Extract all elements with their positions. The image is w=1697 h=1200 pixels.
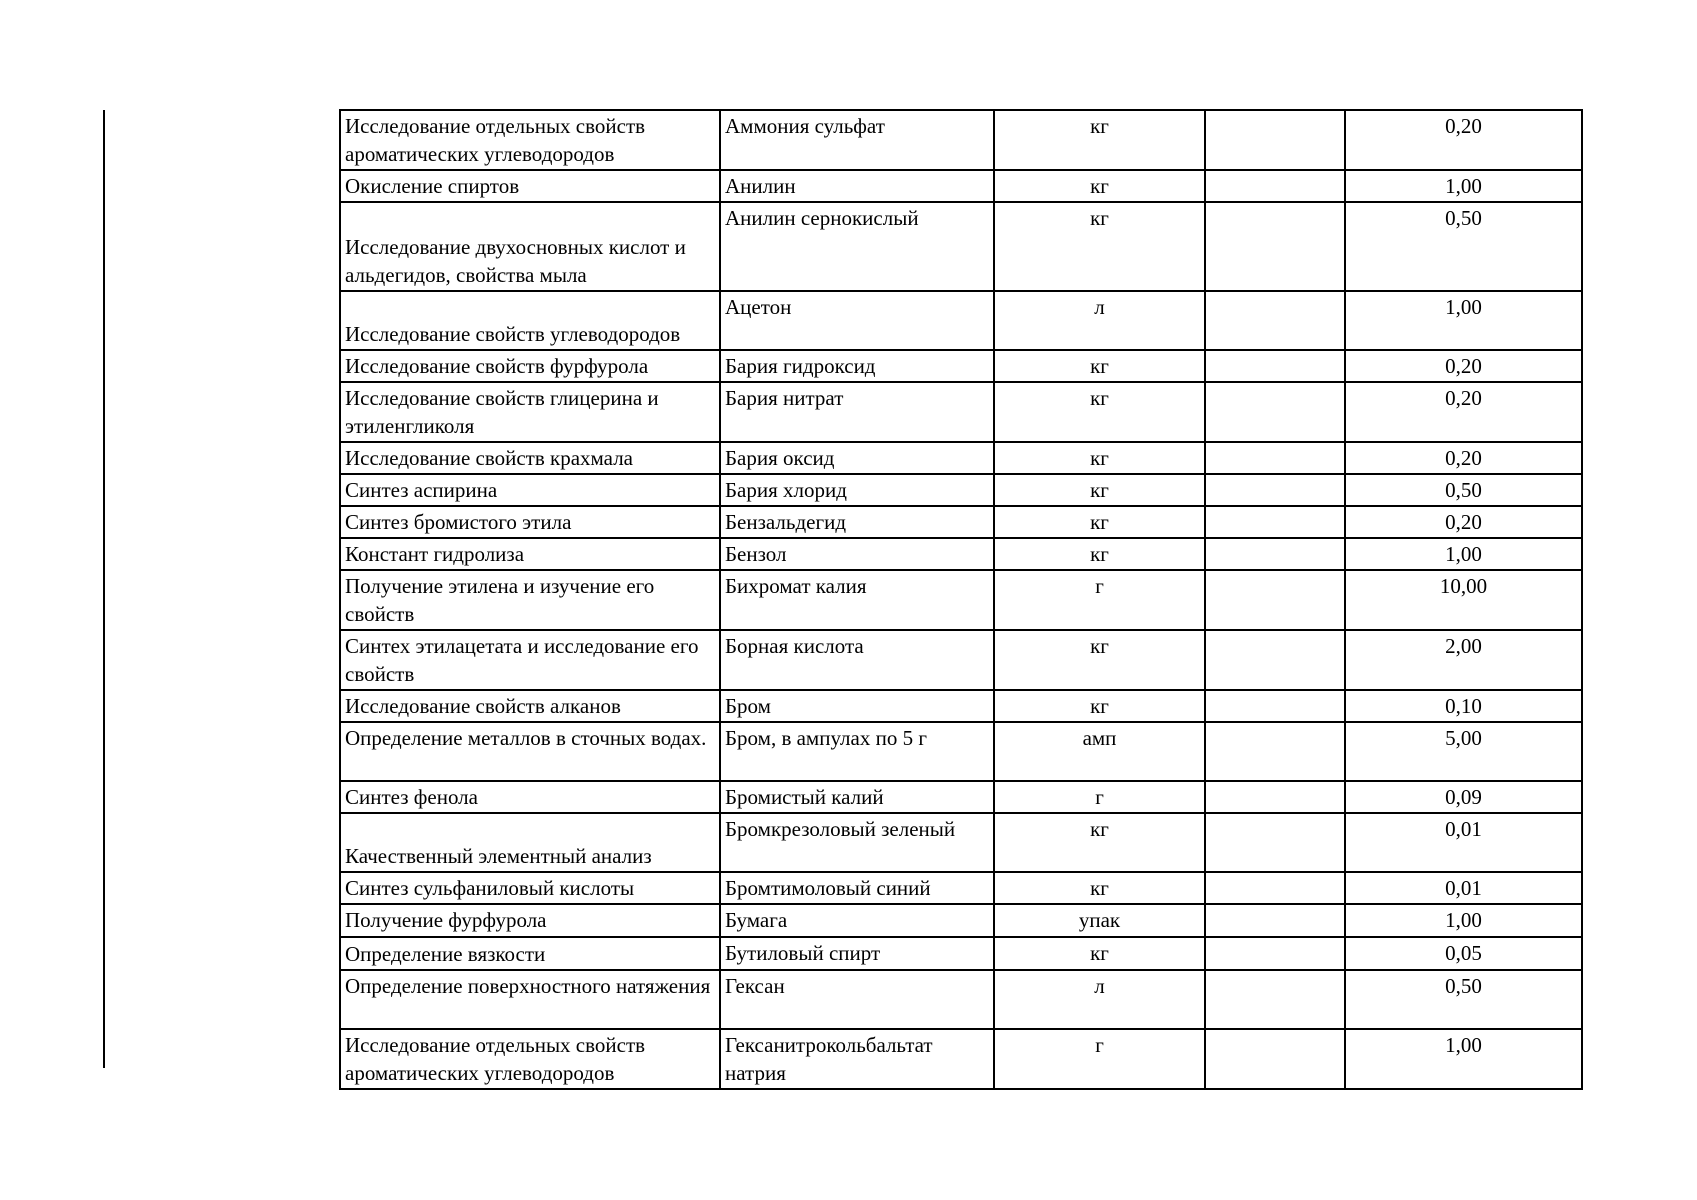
table-row xyxy=(340,690,1582,722)
empty-cell xyxy=(1205,170,1345,202)
quantity-cell: 2,00 xyxy=(1345,630,1582,690)
table-row xyxy=(340,781,1582,813)
table-row xyxy=(340,722,1582,781)
quantity-cell: 0,01 xyxy=(1345,813,1582,872)
unit-cell: л xyxy=(994,970,1205,1029)
unit-cell: кг xyxy=(994,872,1205,904)
empty-cell xyxy=(1205,970,1345,1029)
quantity-cell: 0,20 xyxy=(1345,506,1582,538)
material-cell: Бром xyxy=(720,690,994,722)
unit-cell: кг xyxy=(994,442,1205,474)
quantity-cell: 0,20 xyxy=(1345,442,1582,474)
work-cell: Синтез фенола xyxy=(340,781,720,813)
work-cell: Исследование свойств углеводородов xyxy=(340,291,720,350)
work-cell: Получение этилена и изучение его свойств xyxy=(340,570,720,630)
material-cell: Анилин сернокислый xyxy=(720,202,994,291)
work-cell: Синтех этилацетата и исследование его свойств xyxy=(340,630,720,690)
work-cell: Определение металлов в сточных водах. xyxy=(340,722,720,781)
empty-cell xyxy=(1205,690,1345,722)
work-cell: Исследование отдельных свойств ароматических углеводородов xyxy=(340,110,720,170)
unit-cell: кг xyxy=(994,538,1205,570)
table-row xyxy=(340,202,1582,291)
material-cell: Бария хлорид xyxy=(720,474,994,506)
table-row xyxy=(340,570,1582,630)
table-row xyxy=(340,630,1582,690)
quantity-cell: 0,09 xyxy=(1345,781,1582,813)
quantity-cell: 0,50 xyxy=(1345,474,1582,506)
unit-cell: кг xyxy=(994,382,1205,442)
quantity-cell: 0,01 xyxy=(1345,872,1582,904)
unit-cell: г xyxy=(994,570,1205,630)
quantity-cell: 5,00 xyxy=(1345,722,1582,781)
unit-cell: упак xyxy=(994,904,1205,937)
unit-cell: кг xyxy=(994,350,1205,382)
empty-cell xyxy=(1205,110,1345,170)
unit-cell: амп xyxy=(994,722,1205,781)
work-cell: Качественный элементный анализ xyxy=(340,813,720,872)
empty-cell xyxy=(1205,904,1345,937)
material-cell: Бензальдегид xyxy=(720,506,994,538)
empty-cell xyxy=(1205,506,1345,538)
unit-cell: кг xyxy=(994,506,1205,538)
unit-cell: кг xyxy=(994,474,1205,506)
quantity-cell: 0,05 xyxy=(1345,937,1582,970)
empty-cell xyxy=(1205,813,1345,872)
unit-cell: кг xyxy=(994,630,1205,690)
material-cell: Бромтимоловый синий xyxy=(720,872,994,904)
work-cell: Определение поверхностного натяжения xyxy=(340,970,720,1029)
quantity-cell: 0,20 xyxy=(1345,110,1582,170)
unit-cell: кг xyxy=(994,937,1205,970)
empty-cell xyxy=(1205,474,1345,506)
material-cell: Бутиловый спирт xyxy=(720,937,994,970)
quantity-cell: 0,50 xyxy=(1345,970,1582,1029)
unit-cell: кг xyxy=(994,813,1205,872)
work-cell: Констант гидролиза xyxy=(340,538,720,570)
empty-cell xyxy=(1205,872,1345,904)
work-cell: Исследование отдельных свойств ароматических углеводородов xyxy=(340,1029,720,1089)
table-row xyxy=(340,813,1582,872)
unit-cell: л xyxy=(994,291,1205,350)
work-cell: Исследование свойств фурфурола xyxy=(340,350,720,382)
page-margin-line xyxy=(103,110,105,1068)
material-cell: Бария гидроксид xyxy=(720,350,994,382)
material-cell: Бумага xyxy=(720,904,994,937)
empty-cell xyxy=(1205,937,1345,970)
material-cell: Бария нитрат xyxy=(720,382,994,442)
table-row xyxy=(340,442,1582,474)
unit-cell: кг xyxy=(994,690,1205,722)
work-cell: Исследование свойств глицерина и этиленгликоля xyxy=(340,382,720,442)
material-cell: Бромистый калий xyxy=(720,781,994,813)
table-row xyxy=(340,110,1582,170)
table-row xyxy=(340,1029,1582,1089)
empty-cell xyxy=(1205,1029,1345,1089)
work-cell: Синтез аспирина xyxy=(340,474,720,506)
quantity-cell: 1,00 xyxy=(1345,291,1582,350)
table-row xyxy=(340,170,1582,202)
table-row xyxy=(340,937,1582,970)
table-row xyxy=(340,538,1582,570)
work-cell: Синтез бромистого этила xyxy=(340,506,720,538)
quantity-cell: 1,00 xyxy=(1345,1029,1582,1089)
quantity-cell: 0,50 xyxy=(1345,202,1582,291)
table-row xyxy=(340,904,1582,937)
quantity-cell: 0,10 xyxy=(1345,690,1582,722)
empty-cell xyxy=(1205,781,1345,813)
material-cell: Анилин xyxy=(720,170,994,202)
table-row xyxy=(340,382,1582,442)
work-cell: Определение вязкости xyxy=(340,937,720,970)
empty-cell xyxy=(1205,570,1345,630)
material-cell: Борная кислота xyxy=(720,630,994,690)
table-row xyxy=(340,506,1582,538)
work-cell: Синтез сульфаниловый кислоты xyxy=(340,872,720,904)
material-cell: Бихромат калия xyxy=(720,570,994,630)
unit-cell: кг xyxy=(994,110,1205,170)
materials-table-body xyxy=(340,110,1582,1089)
material-cell: Гексан xyxy=(720,970,994,1029)
unit-cell: г xyxy=(994,1029,1205,1089)
unit-cell: кг xyxy=(994,202,1205,291)
table-row xyxy=(340,970,1582,1029)
empty-cell xyxy=(1205,722,1345,781)
quantity-cell: 1,00 xyxy=(1345,904,1582,937)
work-cell: Окисление спиртов xyxy=(340,170,720,202)
empty-cell xyxy=(1205,630,1345,690)
unit-cell: кг xyxy=(994,170,1205,202)
work-cell: Исследование свойств алканов xyxy=(340,690,720,722)
empty-cell xyxy=(1205,382,1345,442)
empty-cell xyxy=(1205,291,1345,350)
material-cell: Бензол xyxy=(720,538,994,570)
empty-cell xyxy=(1205,538,1345,570)
empty-cell xyxy=(1205,442,1345,474)
quantity-cell: 1,00 xyxy=(1345,538,1582,570)
quantity-cell: 1,00 xyxy=(1345,170,1582,202)
work-cell: Получение фурфурола xyxy=(340,904,720,937)
table-row xyxy=(340,291,1582,350)
work-cell: Исследование свойств крахмала xyxy=(340,442,720,474)
empty-cell xyxy=(1205,350,1345,382)
quantity-cell: 10,00 xyxy=(1345,570,1582,630)
material-cell: Аммония сульфат xyxy=(720,110,994,170)
material-cell: Гексанитрокольбальтат натрия xyxy=(720,1029,994,1089)
empty-cell xyxy=(1205,202,1345,291)
table-row xyxy=(340,872,1582,904)
table-row xyxy=(340,474,1582,506)
unit-cell: г xyxy=(994,781,1205,813)
material-cell: Ацетон xyxy=(720,291,994,350)
material-cell: Бария оксид xyxy=(720,442,994,474)
material-cell: Бромкрезоловый зеленый xyxy=(720,813,994,872)
work-cell: Исследование двухосновных кислот и альдегидов, свойства мыла xyxy=(340,202,720,291)
table-row xyxy=(340,350,1582,382)
quantity-cell: 0,20 xyxy=(1345,350,1582,382)
material-cell: Бром, в ампулах по 5 г xyxy=(720,722,994,781)
quantity-cell: 0,20 xyxy=(1345,382,1582,442)
materials-table xyxy=(339,109,1583,1090)
